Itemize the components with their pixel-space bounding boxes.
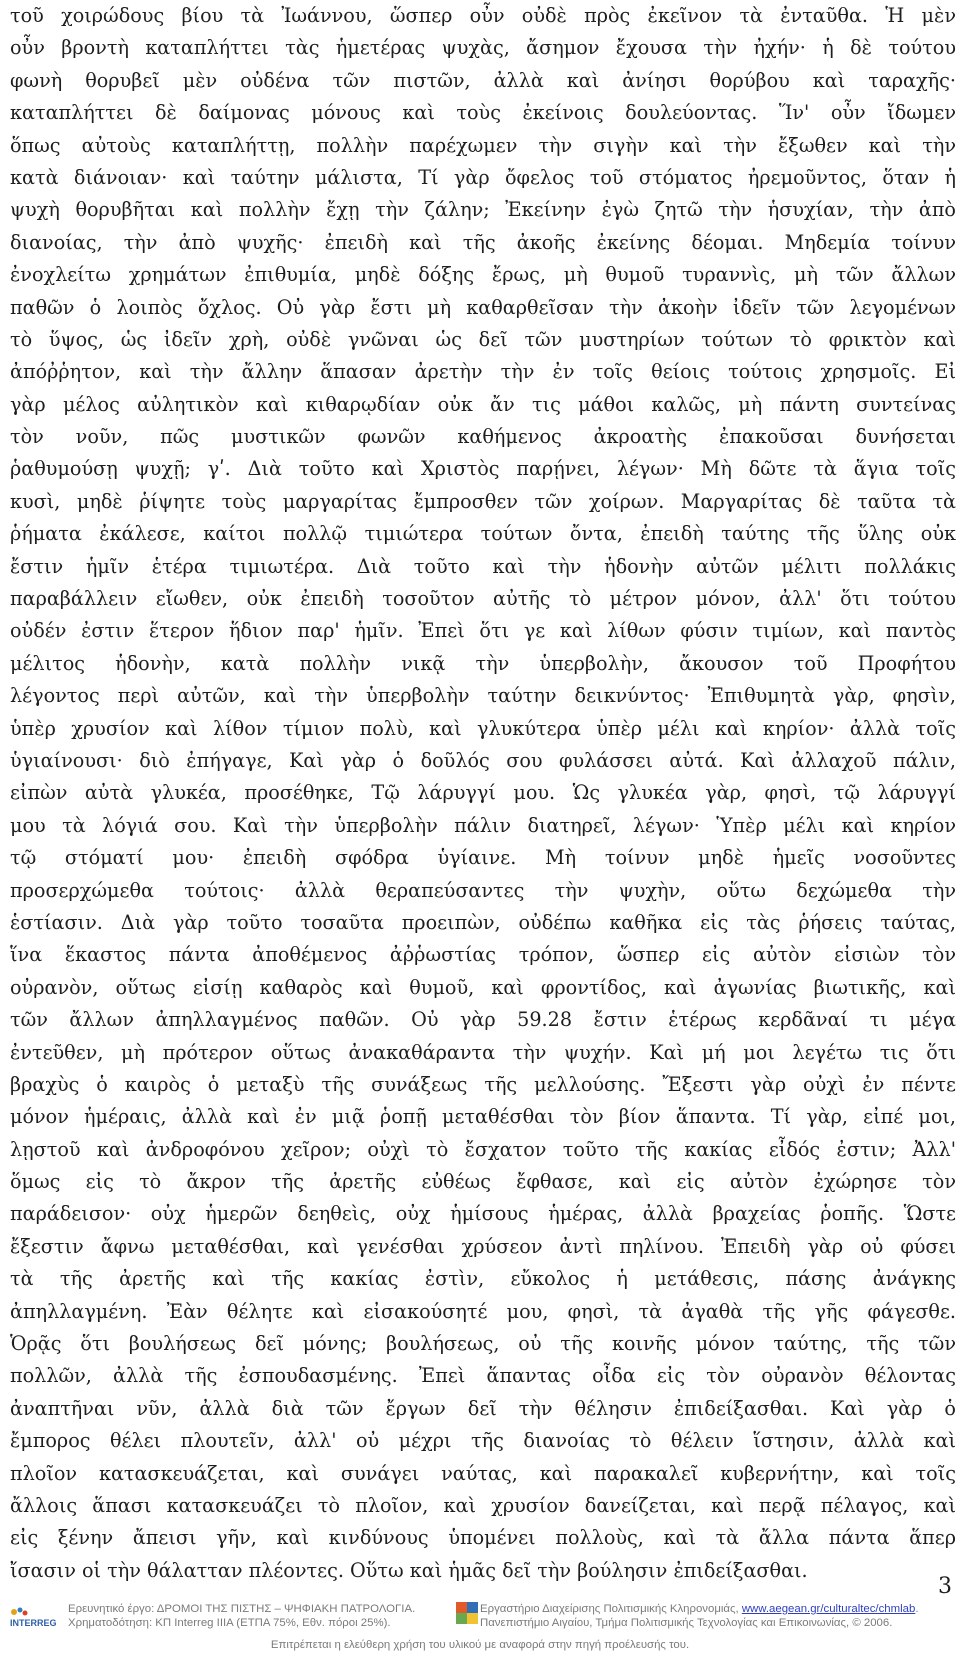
text-line: εἰπὼν αὐτὰ γλυκέα, προσέθηκε, Τῷ λάρυγγί μου. Ὡς γλυκέα γὰρ, φησὶ, τῷ λάρυγγί: [10, 781, 956, 805]
body-text: [10, 0, 956, 1587]
text-line: γὰρ μέλος αὐλητικὸν καὶ κιθαρῳδίαν οὐκ ἄν τις μάθοι καλῶς, μὴ πάντη συντείνας: [10, 392, 956, 416]
text-line: ἐνοχλείτω χρημάτων ἐπιθυμία, μηδὲ δόξης ἔρως, μὴ θυμοῦ τυραννὶς, μὴ τῶν ἄλλων: [10, 263, 956, 287]
footer-university-line: Πανεπιστήμιο Αιγαίου, Τμήμα Πολιτισμικής Τεχνολογίας και Επικοινωνίας, © 2006.: [480, 1617, 893, 1629]
text-line: ῥήματα ἐκάλεσε, καίτοι πολλῷ τιμιώτερα τούτων ὄντα, ἐπειδὴ ταύτης τῆς ὕλης οὐκ: [10, 522, 956, 546]
text-line: μόνον ἡμέραις, ἀλλὰ καὶ ἐν μιᾷ ῥοπῇ μεταθέσθαι τὸν βίον ἅπαντα. Τί γὰρ, εἰπέ μοι,: [10, 1105, 956, 1129]
text-line: ψυχὴ θορυβῆται καὶ πολλὴν ἔχῃ τὴν ζάλην; Ἐκείνην ἐγὼ ζητῶ τὴν ἡσυχίαν, τὴν ἀπὸ: [10, 198, 956, 222]
footer-right: [456, 1602, 956, 1642]
text-line: παράδεισον· οὐχ ἡμερῶν δεηθεὶς, οὐχ ἡμίσους ἡμέρας, ἀλλὰ βραχείας ῥοπῆς. Ὥστε: [10, 1202, 956, 1226]
footer-license-line: Επιτρέπεται η ελεύθερη χρήση του υλικού με αναφορά στην πηγή προέλευσής του.: [270, 1639, 690, 1651]
text-line: ὅμως εἰς τὸ ἄκρον τῆς ἀρετῆς εὐθέως ἔφθασε, καὶ εἰς αὐτὸν ἐχώρησε τὸν: [10, 1170, 956, 1194]
interreg-logo-text: INTERREG: [10, 1618, 57, 1628]
text-line: τὰ τῆς ἀρετῆς καὶ τῆς κακίας ἐστὶν, εὔκολος ἡ μετάθεσις, πάσης ἀνάγκης: [10, 1267, 956, 1291]
footer-lab-link[interactable]: www.aegean.gr/culturaltec/chmlab: [741, 1603, 916, 1615]
text-line: τὸν νοῦν, πῶς μυστικῶν φωνῶν καθήμενος ἀκροατὴς ἐπακοῦσαι δυνήσεται: [10, 425, 956, 449]
text-line: μέλιτος ἡδονὴν, κατὰ πολλὴν νικᾷ τὴν ὑπερβολὴν, ἄκουσον τοῦ Προφήτου: [10, 651, 956, 675]
text-line: ἀπηλλαγμένη. Ἐὰν θέλητε καὶ εἰσακούσητέ μου, φησὶ, τὰ ἀγαθὰ τῆς γῆς φάγεσθε.: [10, 1299, 956, 1323]
text-line: φωνὴ θορυβεῖ μὲν οὐδένα τῶν πιστῶν, ἀλλὰ καὶ ἀνίησι θορύβου καὶ ταραχῆς·: [10, 68, 956, 92]
footer-project-line: Ερευνητικό έργο: ΔΡΟΜΟΙ ΤΗΣ ΠΙΣΤΗΣ – ΨΗΦΙΑΚΗ ΠΑΤΡΟΛΟΓΙΑ.: [68, 1603, 416, 1615]
text-line: ἄλλοις ἅπασι κατασκευάζει τὸ πλοῖον, καὶ χρυσίον δανείζεται, καὶ περᾷ πέλαγος, καὶ: [10, 1493, 956, 1517]
text-line: καταπλήττει δὲ δαίμονας μόνους καὶ τοὺς ἐκείνοις δουλεύοντας. Ἵν' οὖν ἴδωμεν: [10, 101, 956, 125]
text-line: οὐρανὸν, οὕτως εἰσίῃ καθαρὸς καὶ θυμοῦ, καὶ φροντίδος, καὶ ἀγωνίας βιωτικῆς, καὶ: [10, 975, 956, 999]
text-line: ἑστίασιν. Διὰ γὰρ τοῦτο τοσαῦτα προειπὼν, οὐδέπω καθῆκα εἰς τὰς ῥήσεις ταύτας,: [10, 910, 956, 934]
text-line: ἔμπορος θέλει πλουτεῖν, ἀλλ' οὐ μέχρι τῆς διανοίας τὸ θέλειν ἵστησιν, ἀλλὰ καὶ: [10, 1429, 956, 1453]
footer-lab-line: [480, 1602, 918, 1616]
text-line: Ὁρᾷς ὅτι βουλήσεως δεῖ μόνης; βουλήσεως, οὐ τῆς κοινῆς μόνον ταύτης, τῆς τῶν: [10, 1332, 956, 1356]
footer-right-text: [480, 1602, 918, 1630]
page-number: 3: [938, 1574, 952, 1599]
text-line: ἀναπτῆναι νῦν, ἀλλὰ διὰ τῶν ἔργων δεῖ τὴν θέλησιν ἐπιδείξασθαι. Καὶ γὰρ ὁ: [10, 1396, 956, 1420]
text-line: κατὰ διάνοιαν· καὶ ταύτην μάλιστα, Τί γὰρ ὄφελος τοῦ στόματος ἠρεμοῦντος, ὅταν ἡ: [10, 165, 956, 189]
interreg-logo: [8, 1604, 60, 1632]
text-line: τῷ στόματί μου· ἐπειδὴ σφόδρα ὑγίαινε. Μὴ τοίνυν μηδὲ ἡμεῖς νοσοῦντες: [10, 846, 956, 870]
text-line: τὸ ὕψος, ὡς ἰδεῖν χρὴ, οὐδὲ γνῶναι ὡς δεῖ τῶν μυστηρίων τούτων τὸ φρικτὸν καὶ: [10, 327, 956, 351]
text-line: εἰς ξένην ἄπεισι γῆν, καὶ κινδύνους ὑπομένει πολλοὺς, καὶ τὰ ἄλλα πάντα ἅπερ: [10, 1526, 956, 1550]
footer: [0, 1594, 960, 1656]
text-line: μου τὰ λόγιά σου. Καὶ τὴν ὑπερβολὴν πάλιν διατηρεῖ, λέγων· Ὑπὲρ μέλι καὶ κηρίον: [10, 813, 956, 837]
text-line: ἵνα ἕκαστος πάντα ἀποθέμενος ἀῤῥωστίας τρόπον, ὥσπερ εἰς αὐτὸν εἰσιὼν τὸν: [10, 943, 956, 967]
text-line: λῃστοῦ καὶ ἀνδροφόνου χεῖρον; οὐχὶ τὸ ἔσχατον τοῦτο τῆς κακίας εἶδός ἐστιν; Ἀλλ': [10, 1137, 956, 1161]
text-line: διανοίας, τὴν ἀπὸ ψυχῆς· ἐπειδὴ καὶ τῆς ἀκοῆς ἐκείνης δέομαι. Μηδεμία τοίνυν: [10, 230, 956, 254]
text-line: ὑγιαίνουσι· διὸ ἐπήγαγε, Καὶ γὰρ ὁ δοῦλός σου φυλάσσει αὐτά. Καὶ ἀλλαχοῦ πάλιν,: [10, 748, 956, 772]
text-line: ἴσασιν οἱ τὴν θάλατταν πλέοντες. Οὕτω καὶ ἡμᾶς δεῖ τὴν βούλησιν ἐπιδείξασθαι.: [10, 1558, 808, 1582]
text-line: ὅπως αὐτοὺς καταπλήττῃ, πολλὴν παρέχωμεν τὴν σιγὴν καὶ τὴν ἔξωθεν καὶ τὴν: [10, 133, 956, 157]
lab-logo: [456, 1602, 478, 1624]
text-line: λέγοντος περὶ αὐτῶν, καὶ τὴν ὑπερβολὴν ταύτην δεικνύντος· Ἐπιθυμητὰ γὰρ, φησὶν,: [10, 684, 956, 708]
text-line: κυσὶ, μηδὲ ῥίψητε τοὺς μαργαρίτας ἔμπροσθεν τῶν χοίρων. Μαργαρίτας δὲ ταῦτα τὰ: [10, 489, 956, 513]
footer-lab-name: Εργαστήριο Διαχείρισης Πολιτισμικής Κληρονομιάς,: [480, 1603, 742, 1615]
text-line: παθῶν ὁ λοιπὸς ὄχλος. Οὐ γὰρ ἔστι μὴ καθαρθεῖσαν τὴν ἀκοὴν ἰδεῖν τῶν λεγομένων: [10, 295, 956, 319]
text-line: ἐντεῦθεν, μὴ πρότερον οὕτως ἀνακαθάραντα τὴν ψυχήν. Καὶ μή μοι λεγέτω τις ὅτι: [10, 1040, 956, 1064]
text-line: ἀπόῤῥητον, καὶ τὴν ἄλλην ἅπασαν ἀρετὴν τὴν ἐν τοῖς θείοις τούτοις χρησμοῖς. Εἰ: [10, 360, 956, 384]
text-line: τῶν ἄλλων ἀπηλλαγμένος παθῶν. Οὐ γὰρ 59.28 ἔστιν ἑτέρως κερδᾶναί τι μέγα: [10, 1008, 956, 1032]
text-line: προσερχώμεθα τούτοις· ἀλλὰ θεραπεύσαντες τὴν ψυχὴν, οὕτω δεχώμεθα τὴν: [10, 878, 956, 902]
footer-left-text: [68, 1602, 415, 1630]
footer-funding-line: Χρηματοδότηση: ΚΠ Interreg IIIA (ΕΤΠΑ 75%, Εθν. πόροι 25%).: [68, 1617, 391, 1629]
text-line: πλοῖον κατασκευάζεται, καὶ συνάγει ναύτας, καὶ παρακαλεῖ κυβερνήτην, καὶ τοῖς: [10, 1461, 956, 1485]
text-line: ὑπὲρ χρυσίον καὶ λίθον τίμιον πολὺ, καὶ γλυκύτερα ὑπὲρ μέλι καὶ κηρίον· ἀλλὰ τοῖς: [10, 716, 956, 740]
footer-lab-suffix: .: [915, 1603, 919, 1615]
footer-left: [8, 1602, 453, 1642]
text-line: ῥαθυμούσῃ ψυχῇ; γʹ. Διὰ τοῦτο καὶ Χριστὸς παρῄνει, λέγων· Μὴ δῶτε τὰ ἅγια τοῖς: [10, 457, 956, 481]
text-line: πολλῶν, ἀλλὰ τῆς ἐσπουδασμένης. Ἐπεὶ ἅπαντας οἶδα εἰς τὸν οὐρανὸν θέλοντας: [10, 1364, 956, 1388]
text-line: παραβάλλειν εἴωθεν, οὐκ ἐπειδὴ τοσοῦτον αὐτῆς τὸ μέτρον μόνον, ἀλλ' ὅτι τούτου: [10, 587, 956, 611]
text-line: ἔξεστιν ἄφνω μεταθέσθαι, καὶ γενέσθαι χρύσεον ἀντὶ πηλίνου. Ἐπειδὴ γὰρ οὐ φύσει: [10, 1234, 956, 1258]
text-line: οὖν βροντὴ καταπλήττει τὰς ἡμετέρας ψυχὰς, ἄσημον ἔχουσα τὴν ἠχήν· ἡ δὲ τούτου: [10, 36, 956, 60]
text-line: ἔστιν ἡμῖν ἑτέρα τιμιωτέρα. Διὰ τοῦτο καὶ τὴν ἡδονὴν αὐτῶν μέλιτι πολλάκις: [10, 554, 956, 578]
text-line: οὐδέν ἐστιν ἕτερον ἥδιον παρ' ἡμῖν. Ἐπεὶ ὅτι γε καὶ λίθων φύσιν τιμίων, καὶ παντὸς: [10, 619, 956, 643]
text-line: βραχὺς ὁ καιρὸς ὁ μεταξὺ τῆς συνάξεως τῆς μελλούσης. Ἔξεστι γὰρ οὐχὶ ἐν πέντε: [10, 1072, 956, 1096]
text-line: τοῦ χοιρώδους βίου τὰ Ἰωάννου, ὥσπερ οὖν οὐδὲ πρὸς ἐκεῖνον τὰ ἐνταῦθα. Ἡ μὲν: [10, 4, 956, 27]
